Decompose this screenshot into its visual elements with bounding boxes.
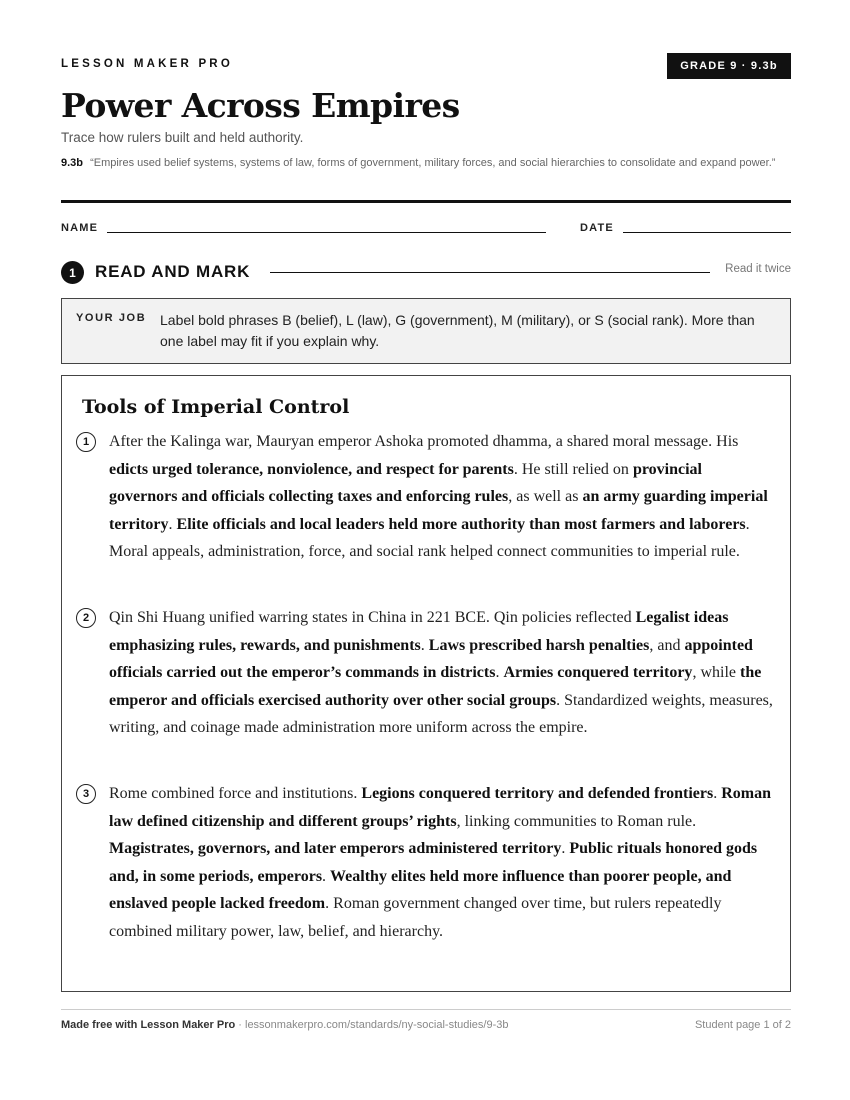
passage-text: Qin Shi Huang unified warring states in China in 221 BCE. Qin policies reflected [109, 609, 636, 626]
passage-text: . [168, 515, 177, 533]
standard-quote [61, 155, 791, 172]
name-label: NAME [61, 222, 99, 234]
section-header [61, 260, 791, 284]
bold-phrase: Legions conquered territory and defended frontiers [361, 785, 714, 802]
passage-text: , while [692, 664, 740, 682]
passage-text: . [561, 840, 570, 858]
bold-phrase: the emperor and officials exercised authority over other social groups [109, 664, 762, 709]
reading-paragraph-ashoka [109, 428, 774, 566]
section-divider [270, 272, 710, 273]
worksheet-page [61, 0, 791, 1100]
footer-credit [61, 1019, 509, 1031]
page-title: Power Across Empires [61, 86, 460, 125]
passage-text: , linking communities to Roman rule. [456, 812, 697, 830]
bold-phrase: Laws prescribed harsh penalties [428, 636, 650, 654]
bold-phrase: Public rituals honored gods and, in some periods, emperors [109, 840, 758, 885]
passage-text: . Roman government changed over time, but rulers repeatedly combined military power, law, belief, and hierarchy. [109, 895, 722, 940]
brand-name: LESSON MAKER PRO [61, 58, 233, 70]
bold-phrase: Wealthy elites held more influence than poorer people, and enslaved people lacked freedom [109, 867, 732, 913]
passage-text: . [420, 636, 429, 654]
footer-made-with: Made free with Lesson Maker Pro [61, 1019, 236, 1031]
reading-title: Tools of Imperial Control [82, 396, 350, 418]
paragraph-number-badge: 3 [76, 784, 96, 804]
grade-badge: GRADE 9 · 9.3b [667, 53, 791, 79]
reading-paragraph-qin [109, 604, 774, 742]
section-note: Read it twice [725, 263, 791, 275]
passage-text: . [322, 867, 331, 885]
bold-phrase: provincial governors and officials collecting taxes and enforcing rules [109, 460, 702, 506]
standard-text: “Empires used belief systems, systems of law, forms of government, military forces, and social hierarchies to consolidate and expand power.” [90, 157, 776, 169]
bold-phrase: an army guarding imperial territory [109, 488, 768, 533]
your-job-instructions: Label bold phrases B (belief), L (law), G (government), M (military), or S (social rank). More than one label may fit if you explain why. [160, 312, 755, 349]
bold-phrase: Legalist ideas emphasizing rules, rewards, and punishments [109, 609, 729, 654]
passage-text: . Standardized weights, measures, writing, and coinage made administration more uniform across the empire. [109, 691, 773, 737]
passage-text: . [495, 664, 504, 682]
reading-paragraph-rome [109, 780, 774, 946]
paragraph-number-badge: 1 [76, 432, 96, 452]
paragraph-number-badge: 2 [76, 608, 96, 628]
name-field[interactable] [107, 232, 546, 233]
bold-phrase: Roman law defined citizenship and different groups’ rights [109, 785, 772, 830]
section-title: READ AND MARK [95, 262, 251, 281]
footer-divider [61, 1009, 791, 1010]
bold-phrase: Armies conquered territory [503, 664, 693, 682]
bold-phrase: appointed officials carried out the emperor’s commands in districts [109, 636, 753, 682]
bold-phrase: Elite officials and local leaders held more authority than most farmers and laborers [176, 515, 746, 533]
standard-code: 9.3b [61, 157, 84, 169]
passage-text: . Moral appeals, administration, force, and social rank helped connect communities to imperial rule. [109, 515, 750, 561]
footer-page-number: Student page 1 of 2 [694, 1019, 791, 1031]
bold-phrase: Magistrates, governors, and later emperors administered territory [109, 840, 562, 858]
page-subtitle: Trace how rulers built and held authority. [61, 130, 304, 145]
bold-phrase: edicts urged tolerance, nonviolence, and respect for parents [109, 460, 514, 478]
your-job-box [61, 298, 791, 364]
header-divider [61, 200, 791, 203]
passage-text: , as well as [508, 488, 583, 506]
passage-text: After the Kalinga war, Mauryan emperor Ashoka promoted dhamma, a shared moral message. His [109, 433, 739, 450]
your-job-label: YOUR JOB [76, 312, 147, 324]
footer-url[interactable]: · lessonmakerpro.com/standards/ny-social-studies/9-3b [235, 1019, 509, 1031]
passage-text: . [713, 785, 722, 802]
date-label: DATE [580, 222, 614, 234]
section-number-badge: 1 [61, 261, 84, 284]
reading-passage-box [61, 375, 791, 992]
passage-text: Rome combined force and institutions. [109, 785, 362, 802]
date-field[interactable] [623, 232, 791, 233]
passage-text: . He still relied on [513, 460, 633, 478]
passage-text: , and [649, 636, 685, 654]
